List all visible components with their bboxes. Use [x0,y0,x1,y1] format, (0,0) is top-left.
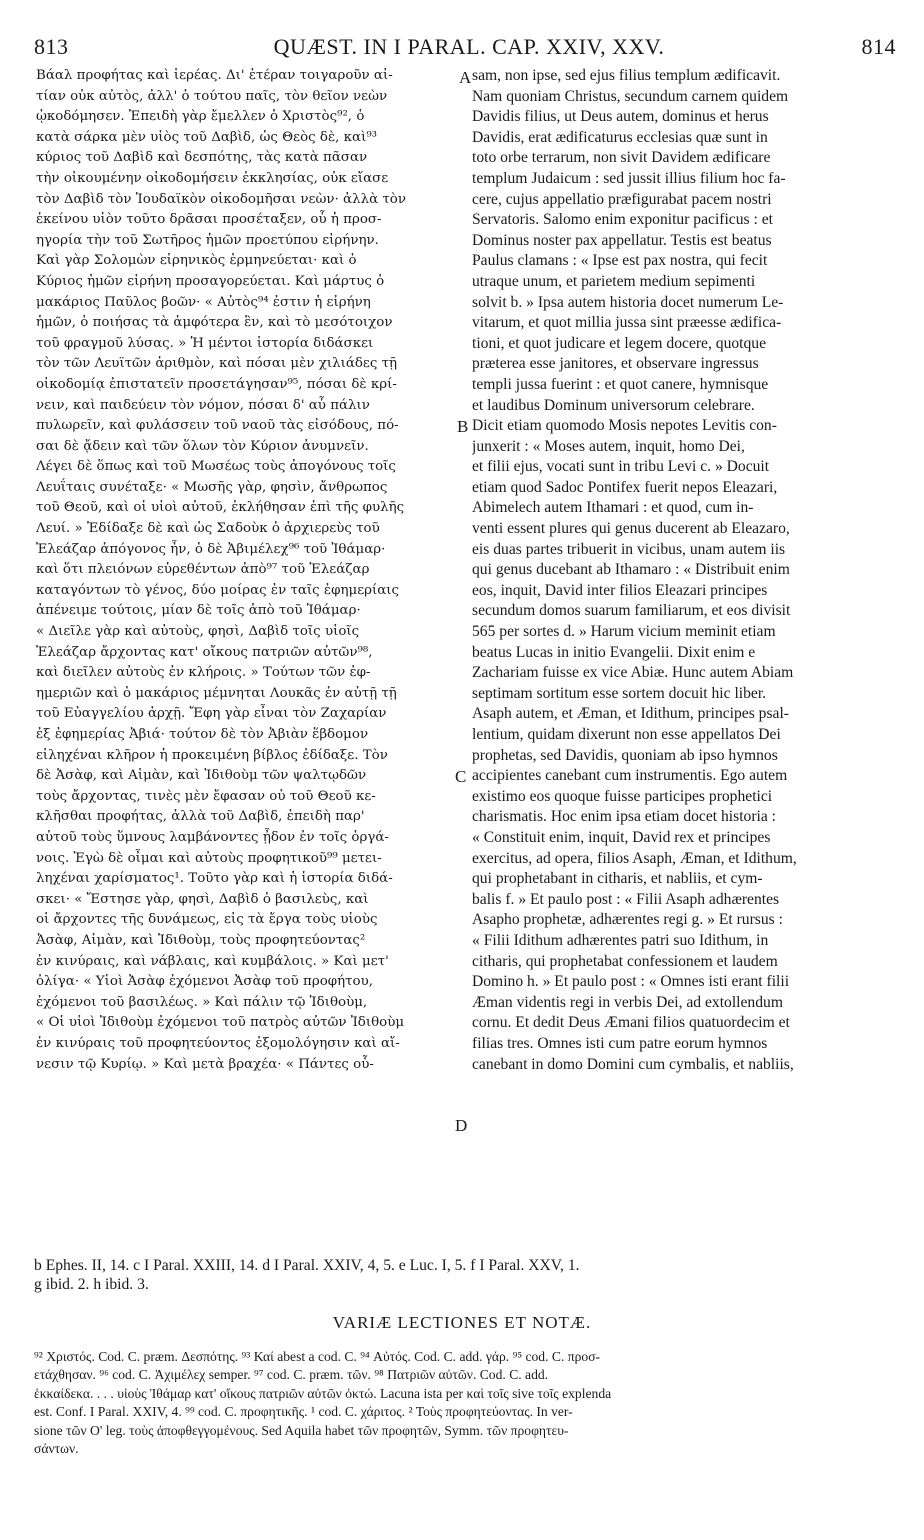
greek-text-line: σαι δὲ ᾄδειν καὶ τῶν ὅλων τὸν Κύριον ἀνυμνεῖν. [36,438,369,454]
latin-text-line: charismatis. Hoc enim ipsa etiam docet historia : [472,808,776,826]
latin-text-line: Domino h. » Et paulo post : « Omnes isti erant filii [472,973,790,991]
latin-text-line: balis f. » Et paulo post : « Filii Asaph adhærentes [472,890,780,908]
latin-text-line: septimam sortitum esse sortem docuit hic liber. [472,684,767,702]
latin-text-line: et laudibus Dominum universorum celebrare. [472,396,755,414]
latin-column [472,66,912,1075]
margin-marker-c: C [455,767,467,786]
latin-text-line: Paulus clamans : « Ipse est pax nostra, qui fecit [472,252,768,270]
note-line: ετάχθησαν. ⁹⁶ cod. C. Ἀχιμέλεχ semper. ⁹⁷ cod. C. præm. τῶν. ⁹⁸ Πατριῶν αὐτῶν. Cod. C. add. [34,1367,549,1383]
latin-text-line: etiam quod Sadoc Pontifex fuerit nepos Eleazari, [472,478,778,496]
latin-text-line: solvit b. » Ipsa autem historia docet numerum Le- [472,293,784,311]
page-number-left: 813 [34,34,69,59]
greek-text-line: ληχέναι χαρίσματος¹. Τοῦτο γὰρ καὶ ἡ ἱστορία διδά- [36,871,393,887]
latin-text-line: Æman videntis regi in verbis Dei, ad extollendum [472,993,783,1011]
latin-text-line: tioni, et quot judicare et legem docere, quotque [472,334,767,352]
greek-text-line: τὸν Δαβὶδ τὸν Ἰουδαϊκὸν οἰκοδομῆσαι νεὼν· ἀλλὰ τὸν [36,191,406,207]
greek-text-line: τὴν οἰκουμένην οἰκοδομήσειν ἐκκλησίας, οὐκ εἴασε [36,170,389,186]
latin-text-line: accipientes canebant cum instrumentis. Ego autem [472,767,788,785]
footnote-ref-line: g ibid. 2. h ibid. 3. [34,1276,149,1293]
greek-text-line: ἐχόμενοι τοῦ βασιλέως. » Καὶ πάλιν τῷ Ἰδιθοὺμ, [36,994,368,1010]
footnote-references [34,1256,894,1294]
greek-text-line: ηγορία τὴν τοῦ Σωτῆρος ἡμῶν προετύπου εἰρήνην. [36,232,379,248]
latin-text-line: qui genus ducebant ab Ithamaro : « Distribuit enim [472,561,790,579]
note-line: sione τῶν Ο' leg. τοὺς ἀποφθεγγομένους. Sed Aquila habet τῶν προφητῶν, Symm. τῶν προφητευ- [34,1422,569,1438]
latin-text-line: lentium, quidam dixerunt non esse appellatos Dei [472,726,781,743]
greek-text-line: τίαν οὐκ αὐτὸς, ἀλλ' ὁ τούτου παῖς, τὸν θεῖον νεὼν [36,88,388,104]
greek-text-line: ἐξ ἐφημερίας Ἀβιά· τούτον δὲ τὸν Ἀβιὰν ἕβδομον [36,727,369,742]
greek-text-line: ημεριῶν καὶ ὁ μακάριος μέμνηται Λουκᾶς ἐν αὐτῇ τῇ [36,685,397,701]
latin-text-line: et filii ejus, vocati sunt in tribu Levi c. » Docuit [472,458,770,476]
greek-text-line: ἡμῶν, ὁ ποιήσας τὰ ἀμφότερα ἓν, καὶ τὸ μεσότοιχον [36,315,393,331]
greek-text-line: Λευΐταις συνέταξε· « Μωσῆς γὰρ, φησὶν, ἄνθρωπος [36,479,388,495]
greek-text-line: Ἐλεάζαρ ἀπόγονος ἦν, ὁ δὲ Ἀβιμέλεχ⁹⁶ τοῦ Ἰθάμαρ· [36,541,386,557]
latin-text-line: cere, cujus appellatio præfigurabat pacem nostri [472,190,772,208]
greek-text-line: τοῦ Εὐαγγελίου ἀρχῇ. Ἔφη γὰρ εἶναι τὸν Ζαχαρίαν [36,706,387,722]
greek-text-line: ἐκείνου υἱὸν τοῦτο δρᾶσαι προσέταξεν, οὗ ἡ προσ- [36,212,382,228]
greek-text-line: πυλωρεῖν, καὶ φυλάσσειν τοῦ ναοῦ τὰς εἰσόδους, πό- [36,418,399,434]
greek-text-line: Λευί. » Ἐδίδαξε δὲ καὶ ὡς Σαδοὺκ ὁ ἀρχιερεὺς τοῦ [36,521,380,537]
latin-text-line: filias tres. Omnes isti cum patre eorum hymnos [472,1034,768,1052]
greek-text-line: Λέγει δὲ ὅπως καὶ τοῦ Μωσέως τοὺς ἀπογόνους τοῖς [36,459,396,475]
greek-text-line: τὸν τῶν Λευϊτῶν ἀριθμὸν, καὶ πόσαι μὲν χιλιάδες τῇ [36,356,398,372]
greek-text-line: εἰληχέναι κλῆρον ἡ προκειμένη βίβλος ἐδίδαξε. Τὸν [36,747,388,763]
note-line: σάντων. [34,1441,79,1457]
latin-text-line: Nam quoniam Christus, secundum carnem quidem [472,87,789,105]
latin-text-line: sam, non ipse, sed ejus filius templum ædificavit. [472,67,781,84]
greek-text-line: κύριος τοῦ Δαβὶδ καὶ δεσπότης, τὰς κατὰ πᾶσαν [36,150,368,166]
greek-text-line: Βάαλ προφήτας καὶ ἱερέας. Δι' ἑτέραν τοιγαροῦν αἰ- [36,68,393,83]
greek-text-line: « Διεῖλε γὰρ καὶ αὐτοὺς, φησὶ, Δαβὶδ τοῖς υἱοῖς [36,624,360,640]
greek-text-line: καὶ διεῖλεν αὐτοὺς ἐν κλήροις. » Τούτων τῶν ἐφ- [36,665,371,681]
greek-text-line: ὀλίγα· « Υἱοὶ Ἀσὰφ ἐχόμενοι Ἀσὰφ τοῦ προφήτου, [36,974,374,990]
latin-text-line: Davidis filius, ut Deus autem, dominus et herus [472,108,769,126]
greek-text-line: Κύριος ἡμῶν εἰρήνη προσαγορεύεται. Καὶ μάρτυς ὁ [36,273,385,289]
greek-text-line: καταγόντων τὸ γένος, δύο μοίρας ἐν ταῖς ἐφημερίαις [36,582,400,598]
latin-text-line: exercitus, ad opera, filios Asaph, Æman, et Idithum, [472,849,797,867]
greek-text-line: καὶ ὅτι πλειόνων εὑρεθέντων ἀπὸ⁹⁷ τοῦ Ἐλεάζαρ [36,562,370,578]
greek-text-line: Ἀσὰφ, Αἱμὰν, καὶ Ἰδιθοὺμ, τοὺς προφητεύοντας² [36,932,366,948]
page-header [34,34,904,64]
latin-text-line: qui prophetabant in citharis, et nabliis, et cym- [472,870,763,888]
latin-text-line: Dominus noster pax appellatur. Testis est beatus [472,231,772,249]
latin-text-line: toto orbe terrarum, non sivit Davidem ædificare [472,149,771,167]
greek-text-line: Ἐλεάζαρ ἄρχοντας κατ' οἴκους πατριῶν αὐτῶν⁹⁸, [36,644,373,660]
greek-text-line: Καὶ γὰρ Σολομὼν εἰρηνικὸς ἑρμηνεύεται· καὶ ὁ [36,253,357,269]
latin-text-line: beatus Lucas in initio Evangelii. Dixit enim e [472,643,756,661]
latin-text-line: præterea esse janitores, et observare ingressus [472,355,759,373]
greek-text-line: οἱ ἄρχοντες τῆς δυνάμεως, εἰς τὰ ἔργα τοὺς υἱοὺς [36,912,378,928]
variant-readings-notes [34,1348,894,1458]
greek-text-line: ᾠκοδόμησεν. Ἐπειδὴ γὰρ ἔμελλεν ὁ Χριστὸς⁹², ὁ [36,109,365,125]
greek-text-line: κλῆσθαι προφήτας, ἀλλὰ τοῦ Δαβὶδ, ἐπειδὴ παρ' [36,809,365,825]
footnote-ref-line: b Ephes. II, 14. c I Paral. XXIII, 14. d I Paral. XXIV, 4, 5. e Luc. I, 5. f I Paral. XXV, 1. [34,1257,580,1274]
latin-text-line: prophetas, sed Davidis, quoniam ab ipso hymnos [472,746,778,764]
latin-text-line: Abimelech autem Ithamari : et quod, cum in- [472,499,754,517]
latin-text-line: eos, inquit, David inter filios Eleazari principes [472,581,768,599]
note-line: est. Conf. I Paral. XXIV, 4. ⁹⁹ cod. C. προφητικῆς. ¹ cod. C. χάριτος. ² Τοὺς προφητεύοντας. In ver- [34,1404,573,1420]
latin-text-line: Zachariam fuisse ex vice Abiæ. Hunc autem Abiam [472,664,794,682]
greek-text-line: κατὰ σάρκα μὲν υἱὸς τοῦ Δαβὶδ, ὡς Θεὸς δὲ, καὶ⁹³ [36,129,378,145]
running-title: QUÆST. IN I PARAL. CAP. XXIV, XXV. [273,34,665,59]
greek-text-line: νειν, καὶ παιδεύειν τὸν νόμον, πόσαι δ' αὖ πάλιν [36,397,370,413]
greek-column [36,66,456,1075]
latin-text-line: cornu. Et dedit Deus Æmani filios quatuordecim et [472,1014,790,1032]
variae-lectiones-title: VARIÆ LECTIONES ET NOTÆ. [332,1313,592,1332]
greek-text-line: μακάριος Παῦλος βοῶν· « Αὐτὸς⁹⁴ ἐστιν ἡ εἰρήνη [36,294,371,310]
greek-text-line: τοῦ Θεοῦ, καὶ οἱ υἱοὶ αὐτοῦ, ἐκλήθησαν ἐπὶ τῆς φυλῆς [36,500,405,516]
latin-text-line: junxerit : « Moses autem, inquit, homo Dei, [472,437,745,455]
note-line: ⁹² Χριστός. Cod. C. præm. Δεσπότης. ⁹³ Καί abest a cod. C. ⁹⁴ Αὐτός. Cod. C. add. γάρ. ⁹⁵ cod. C. προσ- [34,1349,601,1364]
latin-text-line: secundum domos suarum familiarum, et eos divisit [472,602,791,620]
greek-text-line: οἰκοδομίᾳ ἐπιστατεῖν προσετάγησαν⁹⁵, πόσαι δὲ κρί- [36,376,397,392]
latin-text-line: Davidis, erat ædificaturus ecclesias quæ sunt in [472,128,768,146]
greek-text-line: νοις. Ἐγὼ δὲ οἶμαι καὶ αὐτοὺς προφητικοῦ⁹⁹ μετει- [36,850,382,866]
latin-text-line: citharis, qui prophetabat confessionem et laudem [472,952,778,970]
latin-text-line: templi jussa fuerint : et quot canere, hymnisque [472,375,769,393]
latin-text-line: venti essent plures qui genus ducerent ab Eleazaro, [472,520,790,538]
latin-text-line: eis duas partes tribuerit in vicibus, unam autem iis [472,540,786,558]
latin-text-line: « Constituit enim, inquit, David rex et principes [472,828,771,846]
greek-text-line: ἀπένειμε τούτοις, μίαν δὲ τοῖς ἀπὸ τοῦ Ἰθάμαρ· [36,603,361,619]
margin-marker-d: D [455,1116,468,1135]
latin-text-line: Asaph autem, et Æman, et Idithum, principes psal- [472,705,789,723]
latin-text-line: Asapho prophetæ, adhærentes regi g. » Et rursus : [472,911,783,929]
latin-text-line: « Filii Idithum adhærentes patri suo Idithum, in [472,931,769,949]
note-line: ἑκκαίδεκα. . . . υἱοὺς Ἰθάμαρ κατ' οἴκους πατριῶν αὐτῶν ὀκτώ. Lacuna ista per καὶ τοῖς sive τοῖς explenda [34,1385,612,1401]
greek-text-line: τοῦ φραγμοῦ λύσας. » Ἡ μέντοι ἱστορία διδάσκει [36,335,374,351]
greek-text-line: τοὺς ἄρχοντας, τινὲς μὲν ἔφασαν οὐ τοῦ Θεοῦ κε- [36,788,376,804]
latin-text-line: vitarum, et quot millia jussa sint præesse ædifica- [472,314,782,332]
greek-text-line: ἐν κινύραις, καὶ νάβλαις, καὶ κυμβάλοις. » Καὶ μετ' [36,953,389,969]
latin-text-line: Servatoris. Salomo enim exponitur pacificus : et [472,211,773,229]
latin-text-line: canebant in domo Domini cum cymbalis, et nabliis, [472,1055,794,1073]
latin-text-line: Dicit etiam quomodo Mosis nepotes Levitis con- [472,417,777,435]
margin-marker-b: B [457,417,469,436]
greek-text-line: « Οἱ υἱοὶ Ἰδιθοὺμ ἐχόμενοι τοῦ πατρὸς αὐτῶν Ἰδιθοὺμ [36,1015,405,1031]
greek-text-line: αὐτοῦ τοὺς ὕμνους λαμβάνοντες ᾖδον ἐν τοῖς ὀργά- [36,829,389,845]
greek-text-line: δὲ Ἀσὰφ, καὶ Αἱμὰν, καὶ Ἰδιθοὺμ τῶν ψαλτῳδῶν [36,768,367,784]
greek-text-line: νεσιν τῷ Κυρίῳ. » Καὶ μετὰ βραχέα· « Πάντες οὗ- [36,1056,374,1072]
page-number-right: 814 [861,34,896,59]
greek-text-line: σκει· « Ἔστησε γὰρ, φησὶ, Δαβὶδ ὁ βασιλεὺς, καὶ [36,891,369,907]
latin-text-line: 565 per sortes d. » Harum vicium meminit etiam [472,623,776,641]
margin-marker-a: A [459,68,472,87]
latin-text-line: utraque unum, et parietem medium sepimenti [472,272,756,290]
greek-text-line: ἐν κινύραις τοῦ προφητεύοντος ἐξομολόγησιν καὶ αἴ- [36,1035,400,1051]
latin-text-line: templum Judaicum : sed jussit illius filium hoc fa- [472,169,786,187]
latin-text-line: existimo eos quoque fuisse participes prophetici [472,787,773,805]
